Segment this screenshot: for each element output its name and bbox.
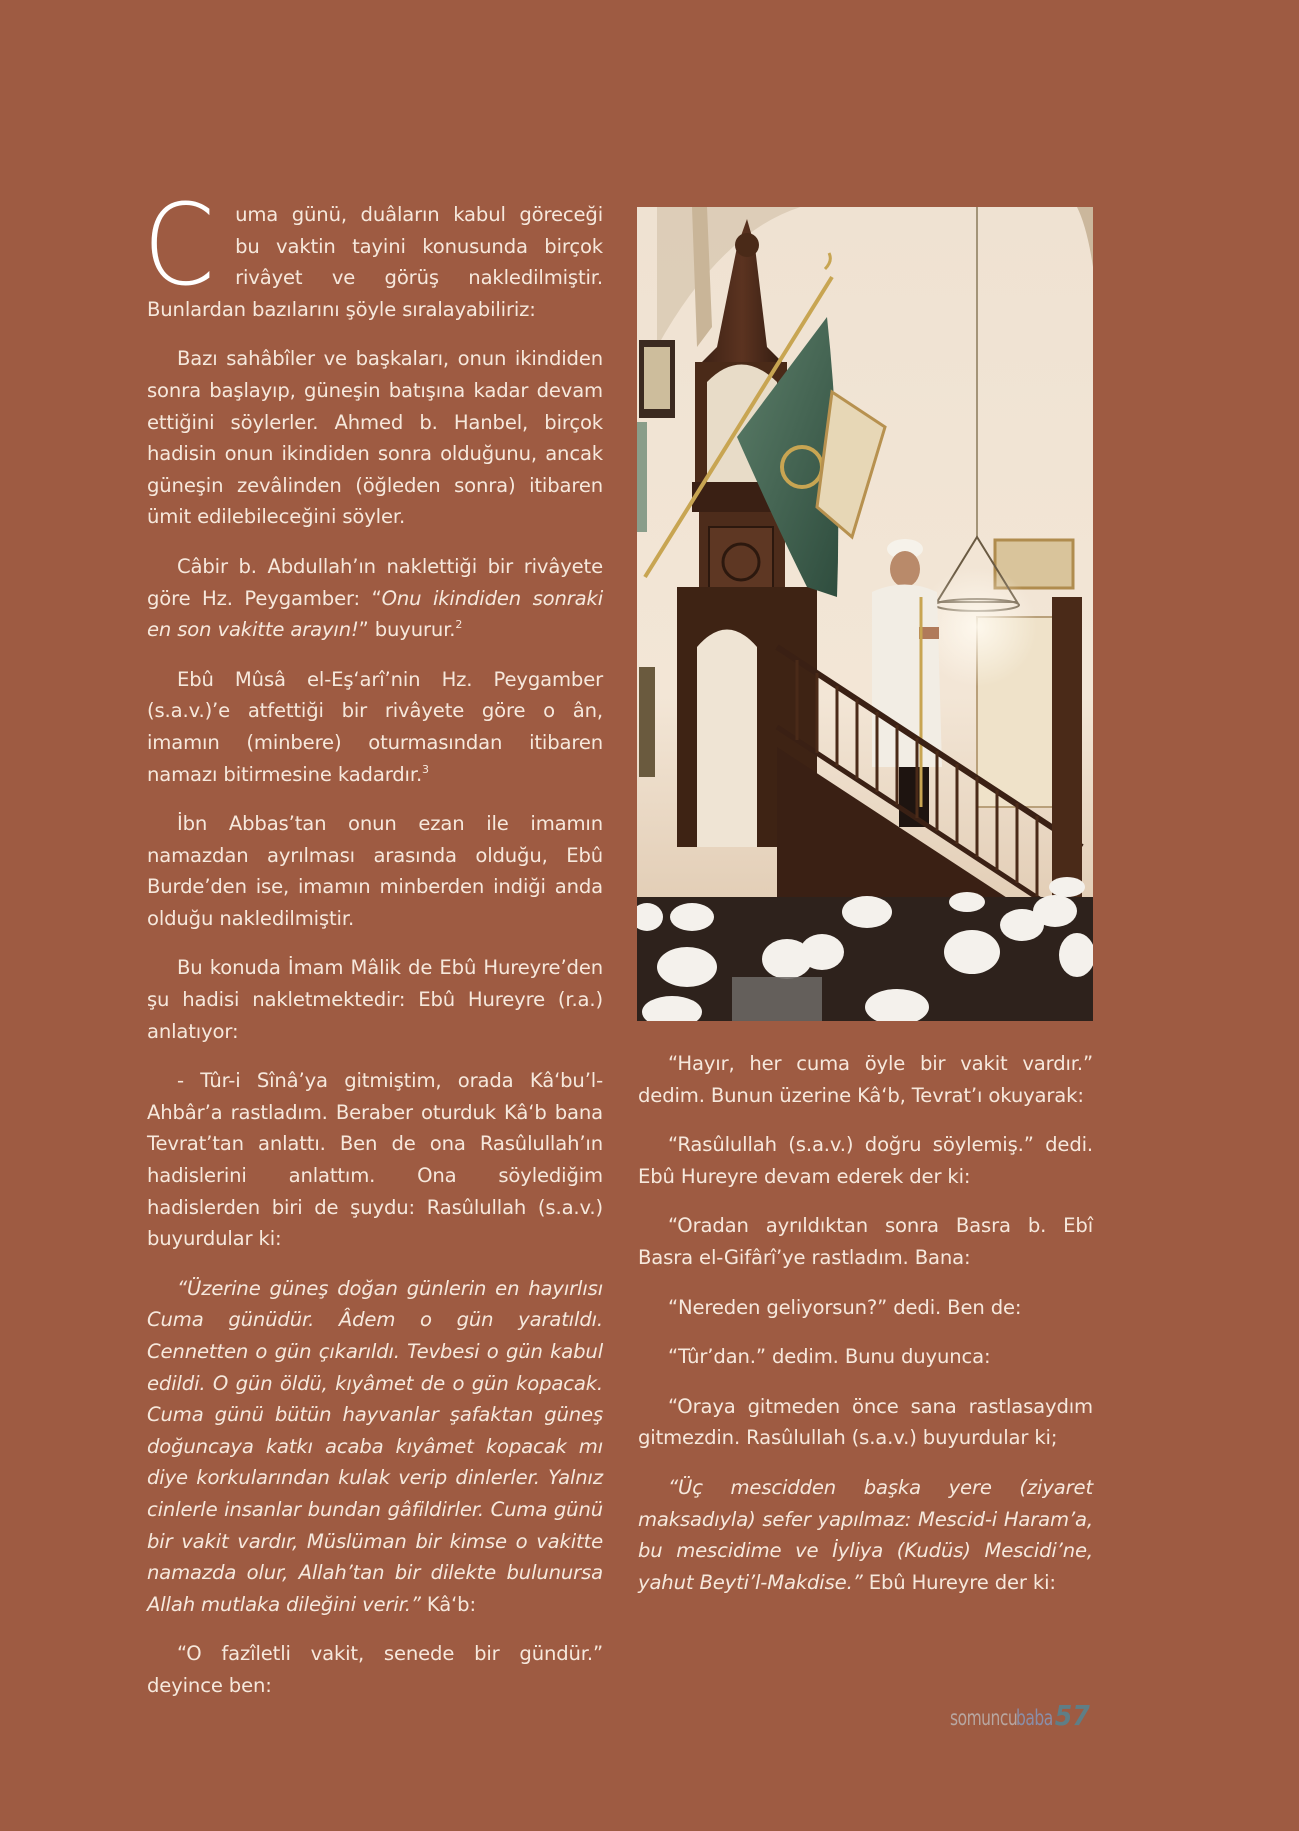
photo-illustration (637, 207, 1093, 1021)
imam-robe (872, 585, 942, 768)
paragraph: “Oradan ayrıldıktan sonra Basra b. Ebî Basra el-Gifârî’ye rastladım. Bana: (638, 1214, 1093, 1269)
right-text-column (638, 1048, 1093, 1616)
quote-italic: Onu ikindiden sonraki en son vakitte arayın! (147, 586, 604, 642)
minbar-finial (735, 233, 759, 257)
paragraph: Bu konuda İmam Mâlik de Ebû Hureyre’den şu hadisi nakletmektedir: Ebû Hureyre (r.a.) anlatıyor: (147, 956, 603, 1043)
paragraph (147, 664, 603, 790)
paragraph-hadith-quote (147, 1273, 603, 1621)
paragraph: Bazı sahâbîler ve başkaları, onun ikindiden sonra başlayıp, güneşin batışına kadar devam ettiğini söylerler. Ahmed b. Hanbel, birçok hadisin onun ikindiden sonra olduğunu, ancak güneşin zevâlinden (öğleden sonra) itibaren ümit edilebileceğini söyler. (147, 347, 603, 529)
page-number: 57 (1054, 1699, 1090, 1732)
paragraph-intro (143, 181, 603, 325)
magazine-footer (950, 1700, 1090, 1730)
paragraph: “Tûr’dan.” dedim. Bunu duyunca: (668, 1345, 991, 1369)
quote-italic: “Üzerine güneş doğan günlerin en hayırlısı Cuma günüdür. Âdem o gün yaratıldı. Cennetten o gün çıkarıldı. Tevbesi o gün kabul edildi. O gün öldü, kıyâmet de o gün kopacak. Cuma günü bütün hayvanlar şafaktan güneş doğuncaya katkı acaba kıyâmet kopacak mı diye korkularından kulak verip dinlerler. Yalnız cinlerle insanlar bundan gâfildirler. Cuma günü bir vakit vardır, Müslüman bir kimse o vakitte namazda olur, Allah’tan bir dilekte bulunursa Allah mutlaka dileğini verir.” (147, 1276, 603, 1616)
striped-garment (732, 977, 822, 1021)
paragraph: “Rasûlullah (s.a.v.) doğru söylemiş.” dedi. Ebû Hureyre devam ederek der ki: (638, 1133, 1093, 1188)
text-run: Câbir b. Abdullah’ın naklettiği bir rivâyete göre Hz. Peygamber: “ (147, 554, 603, 610)
paragraph: “O fazîletli vakit, senede bir gündür.” deyince ben: (147, 1642, 603, 1697)
intro-text: uma günü, duâların kabul göreceği bu vaktin tayini konusunda birçok rivâyet ve görüş nakledilmiştir. Bunlardan bazılarını şöyle sıralayabiliriz: (147, 203, 603, 321)
paragraph: - Tûr-i Sînâ’ya gitmiştim, orada Kâ‘bu’l-Ahbâr’a rastladım. Beraber oturduk Kâ‘b bana Tevrat’tan anlattı. Ben de ona Rasûlullah’ın hadislerini anlattım. Ona söylediğim hadislerden biri de şuydu: Rasûlullah (s.a.v.) buyurdular ki: (147, 1069, 603, 1251)
wall-panel (637, 422, 647, 532)
quote-italic: “Üç mescidden başka yere (ziyaret maksadıyla) sefer yapılmaz: Mescid-i Haram’a, bu mescidime ve İyliya (Kudüs) Mescidi’ne, yahut Beyti’l-Makdise.” (638, 1475, 1093, 1594)
text-run: ” buyurur. (358, 618, 456, 642)
candle-stand (639, 667, 655, 777)
left-text-column (143, 181, 604, 1720)
mosque-minbar-photo (637, 207, 1093, 1021)
drop-cap: C (143, 181, 215, 311)
paragraph: İbn Abbas’tan onun ezan ile imamın namazdan ayrılması arasında olduğu, Ebû Burde’den ise, imamın minberden indiği anda olduğu nakledilmiştir. (147, 812, 603, 930)
paragraph (147, 551, 603, 646)
footnote-marker: 3 (422, 762, 429, 776)
magazine-logo-part2: baba (1015, 1706, 1053, 1730)
imam-face (890, 551, 920, 587)
minbar-door-arch (697, 630, 757, 848)
text-run: Kâ‘b: (420, 1592, 476, 1616)
magazine-logo-part1: somuncu (950, 1706, 1018, 1730)
paragraph: “Hayır, her cuma öyle bir vakit vardır.” dedim. Bunun üzerine Kâ‘b, Tevrat’ı okuyarak: (638, 1052, 1093, 1107)
framed-calligraphy-inner (644, 347, 670, 409)
text-run: Ebû Hureyre der ki: (862, 1570, 1056, 1594)
paragraph-hadith-quote (638, 1472, 1093, 1598)
paragraph: “Nereden geliyorsun?” dedi. Ben de: (668, 1295, 1022, 1319)
paragraph: “Oraya gitmeden önce sana rastlasaydım gitmezdin. Rasûlullah (s.a.v.) buyurdular ki; (638, 1394, 1093, 1450)
minbar-panel (709, 527, 773, 597)
text-run: Ebû Mûsâ el-Eş‘arî’nin Hz. Peygamber (s.a.v.)’e atfettiği bir rivâyete göre o ân, imamın (minbere) oturmasından itibaren namazı bitirmesine kadardır. (147, 667, 603, 786)
footnote-marker: 2 (455, 618, 463, 632)
